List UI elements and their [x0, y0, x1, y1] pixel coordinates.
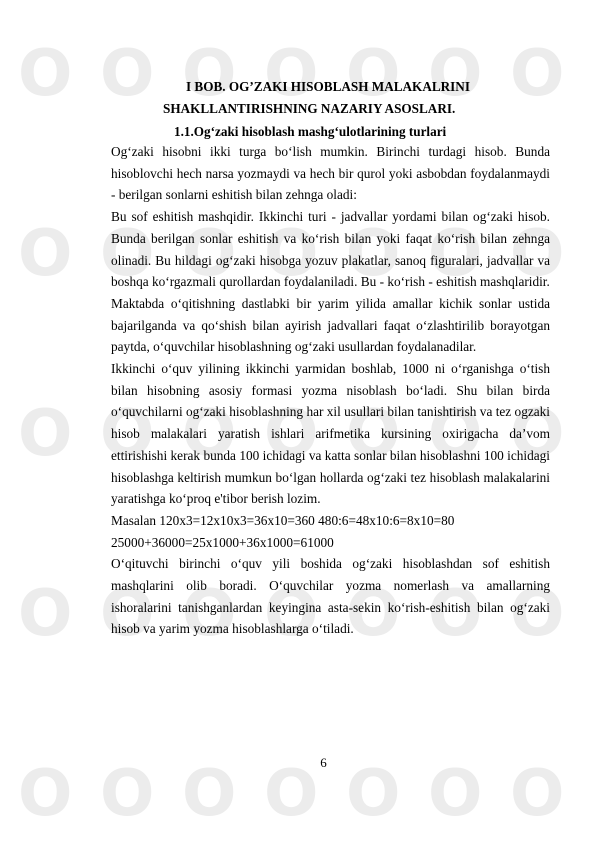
svg-text:O: O: [100, 37, 155, 111]
svg-text:O: O: [510, 217, 565, 291]
svg-text:O: O: [182, 37, 237, 111]
svg-text:O: O: [510, 397, 565, 471]
document-body: [111, 141, 550, 640]
svg-text:O: O: [264, 757, 319, 831]
svg-text:O: O: [182, 757, 237, 831]
paragraph: Masalan 120x3=12x10x3=36x10=360 480:6=48x10:6=8x10=80: [111, 512, 455, 528]
svg-text:O: O: [428, 397, 483, 471]
svg-text:O: O: [18, 397, 73, 471]
svg-text:O: O: [100, 757, 155, 831]
svg-text:O: O: [264, 577, 319, 651]
svg-text:O: O: [346, 757, 401, 831]
svg-text:O: O: [182, 217, 237, 291]
svg-text:O: O: [182, 397, 237, 471]
paragraph: Og‘zaki hisobni ikki turga bo‘lish mumkin. Birinchi turdagi hisob. Bunda hisoblovchi hech narsa yozmaydi va hech bir qurol yoki asbobdan foydalanmaydi - berilgan sonlarni eshitish bilan zehnga oladi:: [111, 144, 550, 203]
paragraph: Ikkinchi o‘quv yilining ikkinchi yarmidan boshlab, 1000 ni o‘rganishga o‘tish bilan hisobning asosiy formasi yozma nisoblash bo‘ladi. Shu bilan birda o‘quvchilarni og‘zaki hisoblashning har xil usullari bilan tanishtirish va tez ogzaki hisob malakalari yaratish ishlari arifmetika kursining oxirigacha da’vom ettirishishi kerak bunda 100 ichidagi va katta sonlar bilan hisoblashni 100 ichidagi hisoblashga keltirish mumkun bo‘lgan hollarda og‘zaki tez hisoblash malakalarini yaratishga ko‘proq e'tibor berish lozim.: [111, 361, 550, 507]
paragraph: Bu sof eshitish mashqidir. Ikkinchi turi - jadvallar yordami bilan og‘zaki hisob. Bunda berilgan sonlar eshitish va ko‘rish bilan yoki faqat ko‘rish bilan zehnga olinadi. Bu hildagi og‘zaki hisobga yozuv plakatlar, sanoq figuralari, jadvallar va boshqa ko‘rgazmali qurollardan foydalaniladi. Bu - ko‘rish - eshitish mashqlaridir.: [111, 209, 550, 290]
svg-text:O: O: [100, 577, 155, 651]
svg-text:O: O: [182, 577, 237, 651]
svg-text:O: O: [18, 577, 73, 651]
svg-text:O: O: [100, 397, 155, 471]
svg-text:O: O: [18, 757, 73, 831]
svg-text:O: O: [18, 37, 73, 111]
chapter-subtitle: SHAKLLANTIRISHNING NAZARIY ASOSLARI.: [163, 101, 456, 116]
svg-text:O: O: [346, 397, 401, 471]
paragraph: 25000+36000=25x1000+36x1000=61000: [111, 534, 334, 550]
page-number: 6: [320, 755, 327, 770]
svg-text:O: O: [264, 37, 319, 111]
svg-text:O: O: [510, 757, 565, 831]
svg-text:O: O: [510, 37, 565, 111]
svg-text:O: O: [428, 577, 483, 651]
svg-text:O: O: [264, 217, 319, 291]
svg-text:O: O: [346, 217, 401, 291]
svg-text:O: O: [264, 397, 319, 471]
svg-text:O: O: [346, 37, 401, 111]
chapter-title: I BOB. OG’ZAKI HISOBLASH MALAKALRINI: [186, 79, 470, 94]
svg-text:O: O: [428, 757, 483, 831]
paragraph: O‘qituvchi birinchi o‘quv yili boshida og‘zaki hisoblashdan sof eshitish mashqlarini olib boradi. O‘quvchilar yozma nomerlash va amallarning ishoralarini tanishganlardan keyingina asta-sekin ko‘rish-eshitish bilan og‘zaki hisob va yarim yozma hisoblashlarga o‘tiladi.: [111, 556, 550, 637]
svg-text:O: O: [428, 217, 483, 291]
paragraph: Maktabda o‘qitishning dastlabki bir yarim yilida amallar kichik sonlar ustida bajarilganda va qo‘shish bilan ayirish jadvallari faqat o‘zlashtirilib borayotgan paytda, o‘quvchilar hisoblashning og‘zaki usullardan foydalanadilar.: [111, 295, 550, 355]
svg-text:O: O: [428, 37, 483, 111]
svg-text:O: O: [346, 577, 401, 651]
section-title: 1.1.Og‘zaki hisoblash mashg‘ulotlarining turlari: [174, 124, 447, 139]
svg-text:O: O: [18, 217, 73, 291]
svg-text:O: O: [100, 217, 155, 291]
svg-text:O: O: [510, 577, 565, 651]
